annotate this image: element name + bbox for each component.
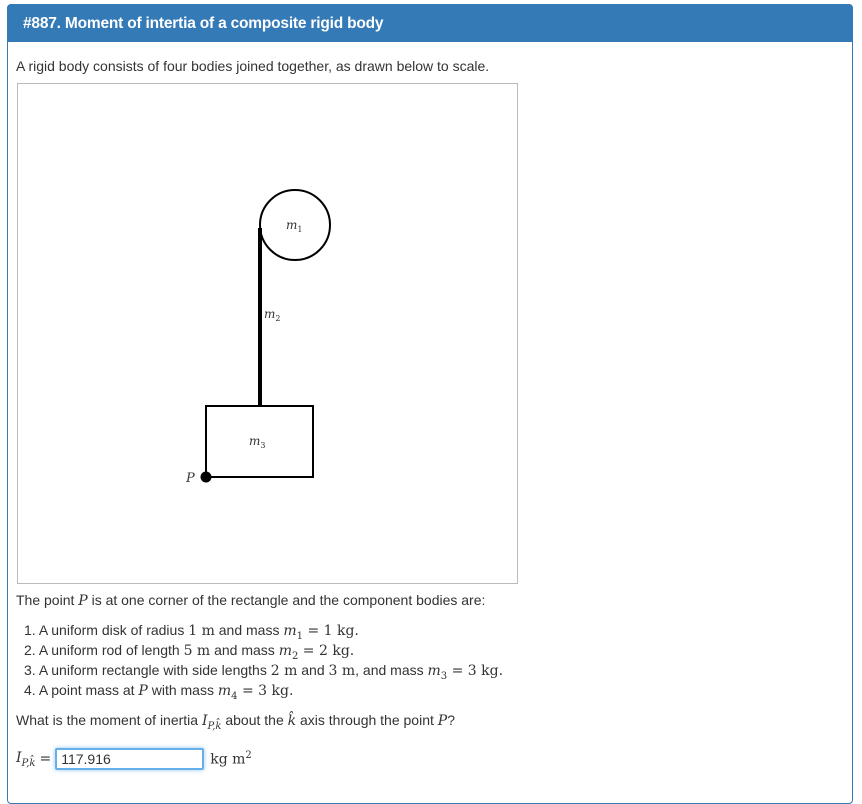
list-item: 2. A uniform rod of length 5 m and mass $m_2 = 2$ kg. <box>24 642 355 662</box>
answer-unit: kg $m^2$ <box>210 750 252 768</box>
intro-text: A rigid body consists of four bodies joined together, as drawn below to scale. <box>16 58 490 74</box>
question-text: What is the moment of inertia $I_{P,k̂}$ about the k̂ axis through the point P? <box>16 712 455 732</box>
statement-text: The point P is at one corner of the rectangle and the component bodies are: <box>16 592 486 609</box>
list-item: 1. A uniform disk of radius 1 m and mass $m_1 = 1$ kg. <box>24 622 359 642</box>
list-item: 4. A point mass at P with mass $m_4 = 3$ kg. <box>24 682 294 702</box>
composite-body-diagram <box>18 84 519 585</box>
figure <box>17 83 518 584</box>
answer-row <box>16 748 252 770</box>
parts-list <box>24 620 503 700</box>
point-mass-dot <box>201 472 212 483</box>
answer-symbol: $I_{P,k̂}$ <box>16 749 36 769</box>
list-item: 3. A uniform rectangle with side lengths 2 m and 3 m, and mass $m_3 = 3$ kg. <box>24 662 504 682</box>
point-p-label: P <box>186 471 195 486</box>
answer-input[interactable] <box>55 748 204 770</box>
m2-label: $m_2$ <box>264 307 281 323</box>
problem-title: #887. Moment of intertia of a composite rigid body <box>8 5 852 42</box>
m1-label: $m_1$ <box>286 218 303 234</box>
equals-sign: = <box>39 751 52 767</box>
m3-label: $m_3$ <box>249 434 266 450</box>
